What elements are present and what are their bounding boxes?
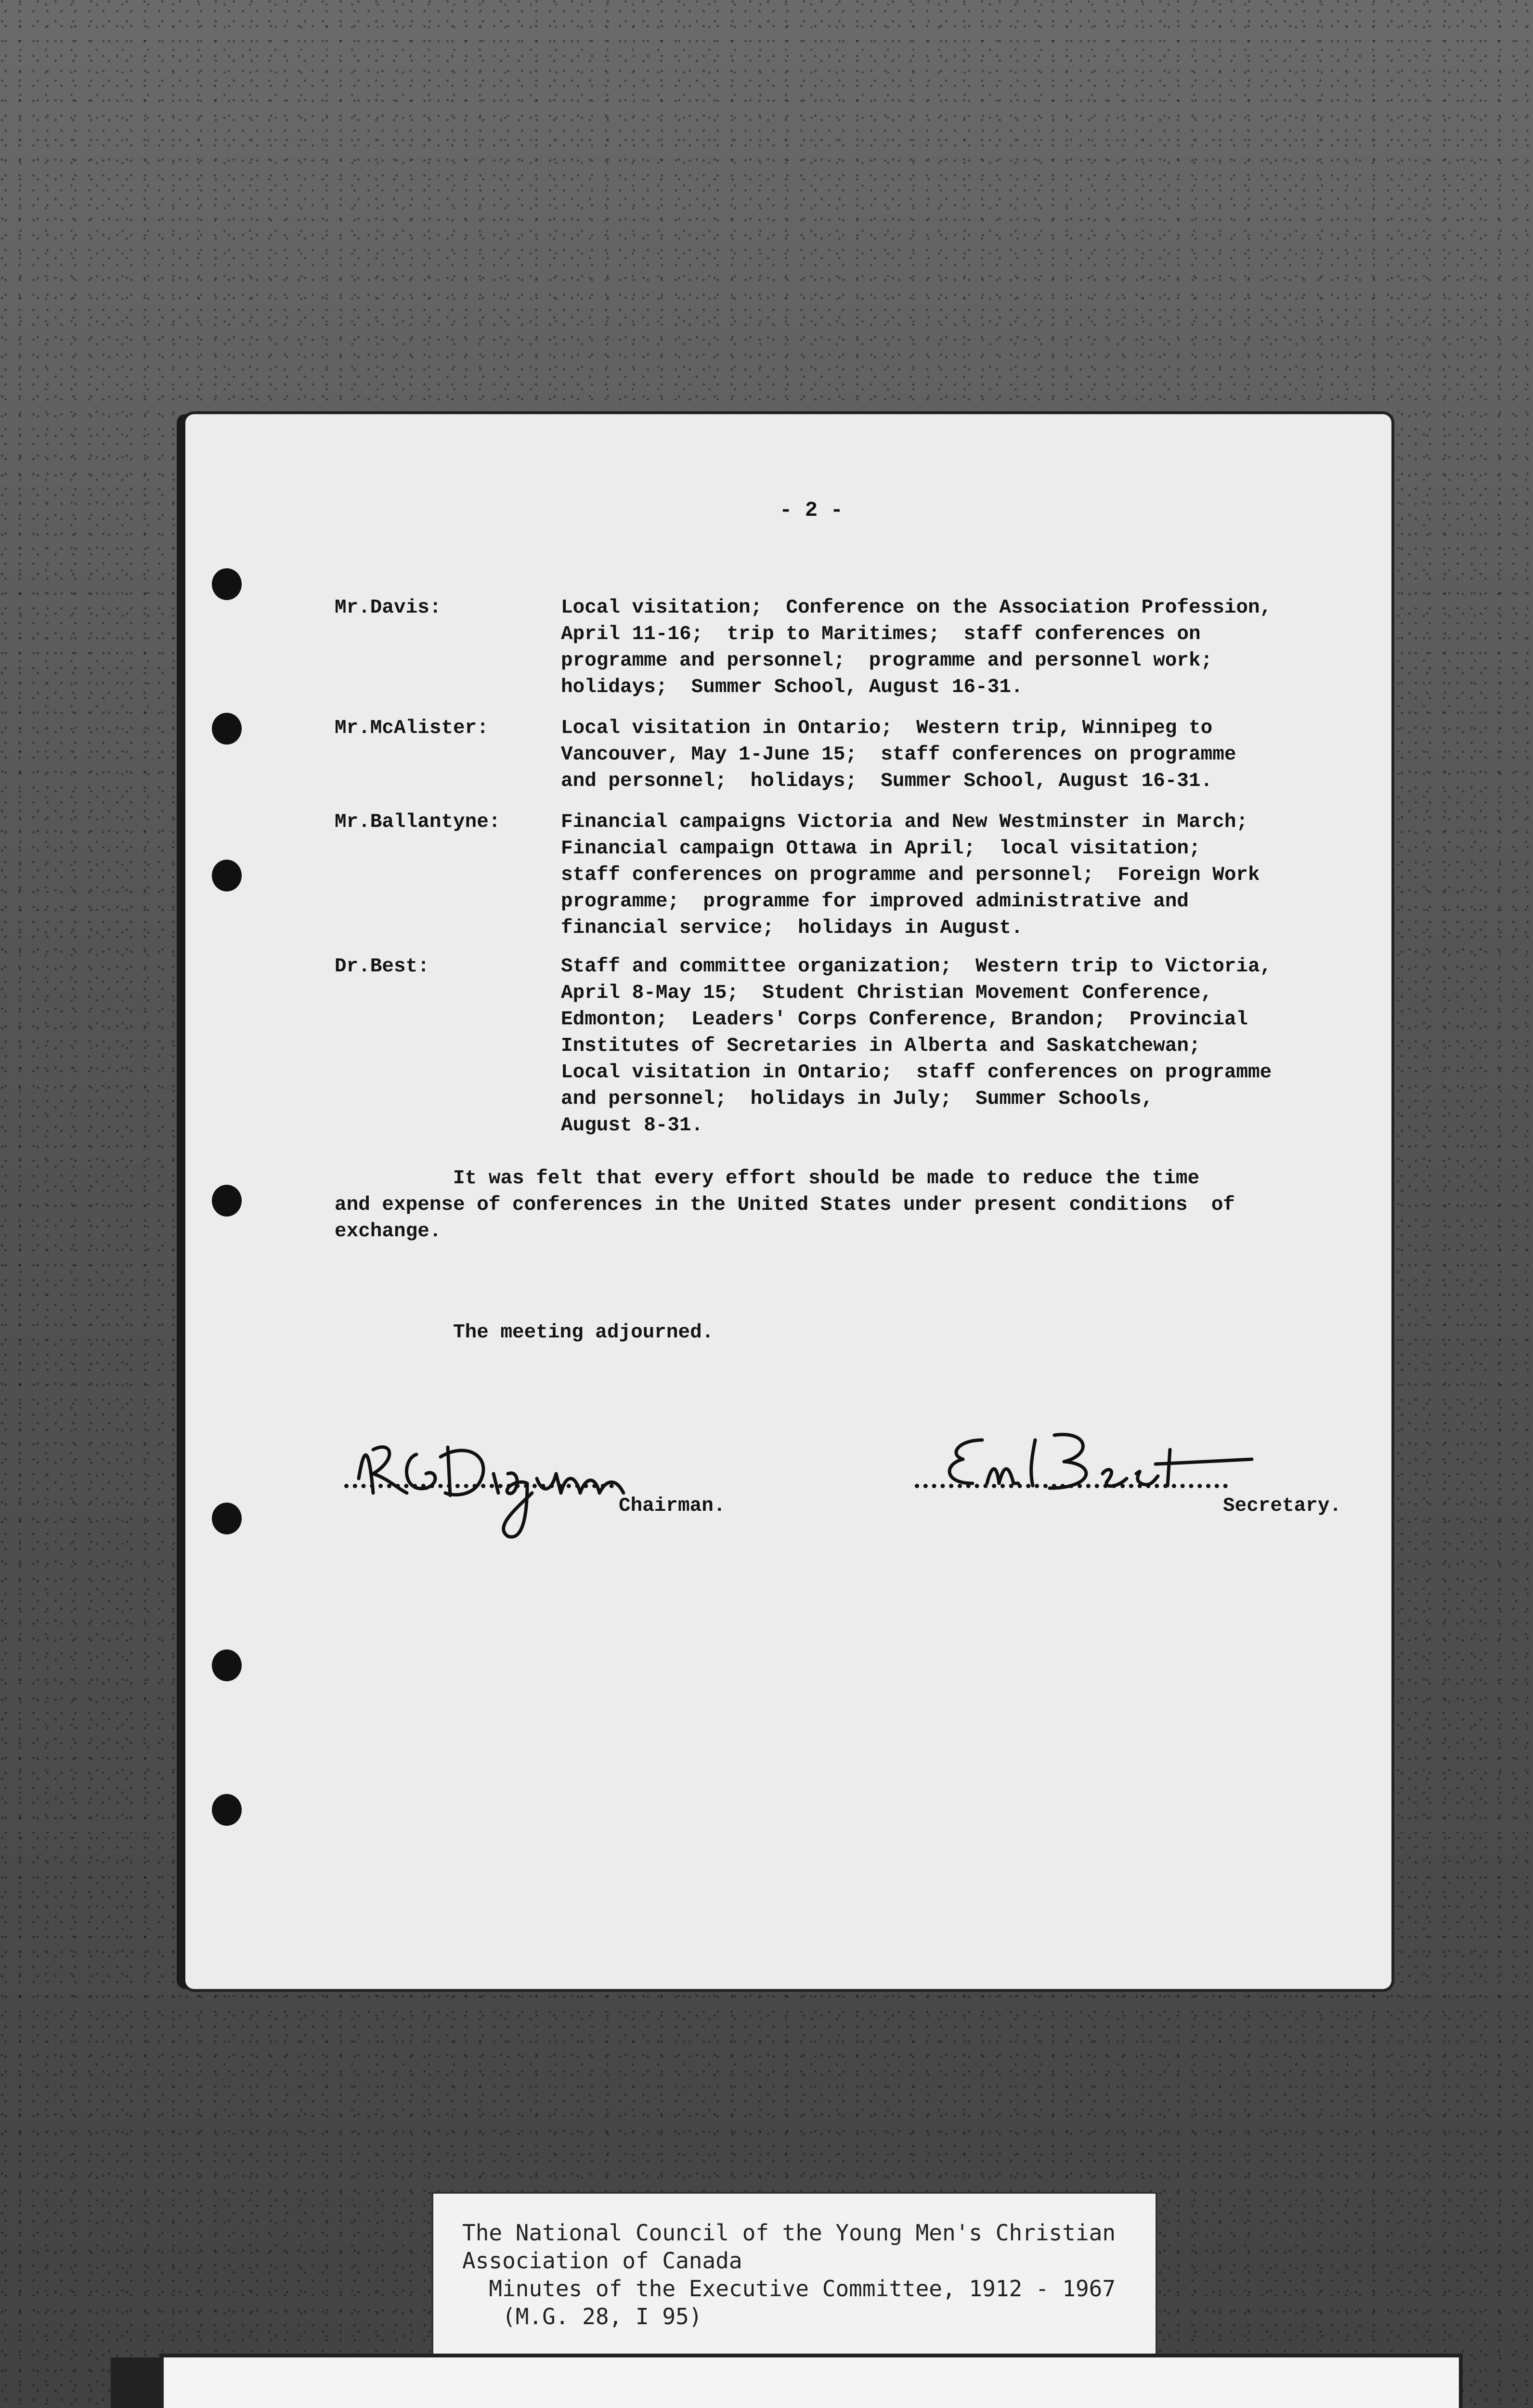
punch-hole <box>212 568 242 600</box>
entry-text: Financial campaigns Victoria and New Westminster in March; Financial campaign Ottawa in April; local visitation; staff conferences on programme and personnel; Foreign Work programme; programme for improved administrative and financial service; holidays in August. <box>561 811 1260 939</box>
secretary-signature-line <box>915 1479 1228 1488</box>
minutes-entry <box>335 715 1365 802</box>
punch-hole <box>212 860 242 891</box>
archives-card <box>164 2357 1459 2408</box>
secretary-signature <box>915 1421 1261 1507</box>
chairman-signature-line <box>344 1479 614 1488</box>
entry-name: Mr.Davis: <box>335 597 442 619</box>
call-slip-text: The National Council of the Young Men's Christian Association of Canada Minutes of the Executive Committee, 1912 - 1967 (M.G. 28, I 95) <box>462 2220 1116 2329</box>
secretary-signature-block <box>915 1421 1348 1517</box>
punch-hole <box>212 1185 242 1217</box>
entry-text: Staff and committee organization; Western trip to Victoria, April 8-May 15; Student Christian Movement Conference, Edmonton; Leaders' Corps Conference, Brandon; Provincial Institutes of Secretaries in Alberta and Saskatchewan; Local visitation in Ontario; staff conferences on programme and personnel; holidays in July; Summer Schools, August 8-31. <box>561 955 1272 1137</box>
punch-hole <box>212 1503 242 1534</box>
minutes-entry <box>335 809 1365 949</box>
adjourned-paragraph: The meeting adjourned. <box>335 1322 714 1344</box>
punch-hole <box>212 1649 242 1681</box>
entry-text: Local visitation; Conference on the Association Profession, April 11-16; trip to Maritimes; staff conferences on programme and personnel; programme and personnel work; holidays; Summer School, August 16-31. <box>561 597 1272 698</box>
entry-name: Dr.Best: <box>335 955 429 978</box>
minutes-entry <box>335 954 1365 1146</box>
entry-text: Local visitation in Ontario; Western trip, Winnipeg to Vancouver, May 1-June 15; staff conferences on programme and personnel; holidays; Summer School, August 16-31. <box>561 717 1236 792</box>
minutes-entry <box>335 595 1365 706</box>
chairman-label: Chairman. <box>619 1495 726 1517</box>
secretary-label: Secretary. <box>1223 1495 1342 1517</box>
chairman-signature-block <box>344 1421 729 1517</box>
conferences-paragraph: It was felt that every effort should be made to reduce the time and expense of conferences in the United States under present conditions of exchange. <box>335 1167 1235 1243</box>
entry-name: Mr.McAlister: <box>335 717 489 739</box>
document-page <box>185 414 1391 1989</box>
punch-hole <box>212 713 242 745</box>
punch-hole <box>212 1794 242 1826</box>
entry-name: Mr.Ballantyne: <box>335 811 501 833</box>
page-number: - 2 - <box>779 498 844 523</box>
